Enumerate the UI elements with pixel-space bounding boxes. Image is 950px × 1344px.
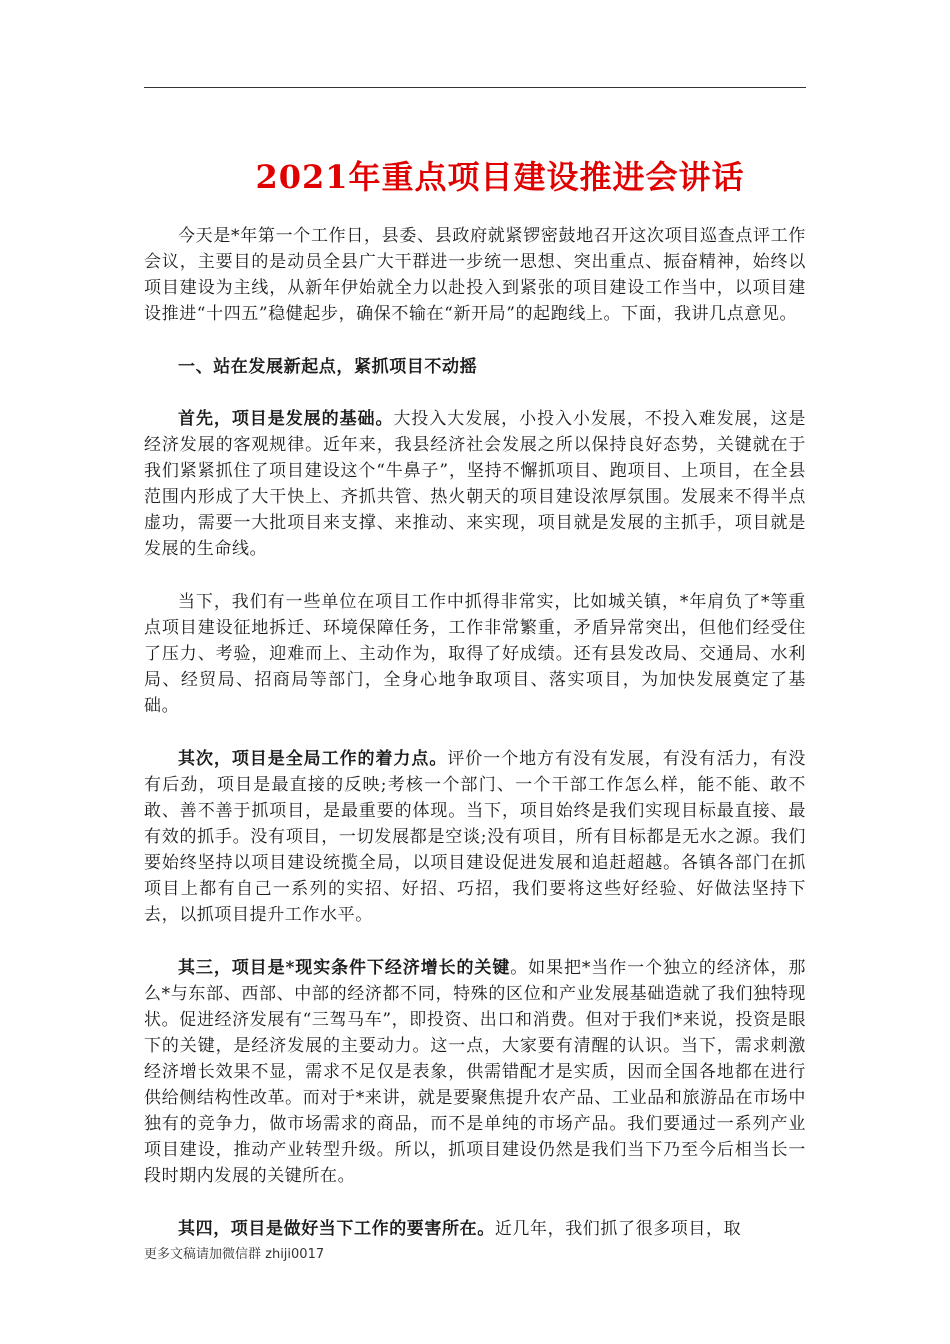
document-title: 2021年重点项目建设推进会讲话 [255,158,745,196]
header-rule [144,87,806,88]
paragraph-text: 评价一个地方有没有发展，有没有活力，有没有后劲，项目是最直接的反映;考核一个部门、一个干部工作怎么样，能不能、敢不敢、善不善于抓项目，是最重要的体现。当下，项目始终是我们实现目标最直接、最有效的抓手。没有项目，一切发展都是空谈;没有项目，所有目标都是无水之源。我们要始终坚持以项目建设统揽全局，以项目建设促进发展和追赶超越。各镇各部门在抓项目上都有自己一系列的实招、好招、巧招，我们要将这些好经验、好做法坚持下去，以抓项目提升工作水平。 [144,749,807,925]
footer-note: 更多文稿请加微信群 zhiji0017 [144,1247,325,1262]
paragraph-lead: 其次，项目是全局工作的着力点。 [178,749,448,769]
document-body [144,223,806,1269]
paragraph-lead: 其三，项目是*现实条件下经济增长的关键 [178,958,511,978]
paragraph-third-point [144,955,806,1189]
paragraph-text: 近几年，我们抓了很多项目，取 [494,1219,742,1239]
paragraph-text: 当下，我们有一些单位在项目工作中抓得非常实，比如城关镇，*年肩负了*等重点项目建设征地拆迁、环境保障任务，工作非常繁重，矛盾异常突出，但他们经受住了压力、考验，迎难而上、主动作为，取得了好成绩。还有县发改局、交通局、水利局、经贸局、招商局等部门，全身心地争取项目、落实项目，为加快发展奠定了基础。 [144,592,806,716]
section-heading: 一、站在发展新起点，紧抓项目不动摇 [178,357,478,377]
paragraph-example [144,589,806,719]
paragraph-lead: 其四，项目是做好当下工作的要害所在。 [178,1219,495,1239]
paragraph-fourth-point [144,1216,806,1242]
paragraph-intro [144,223,806,327]
paragraph-text: 。如果把*当作一个独立的经济体，那么*与东部、西部、中部的经济都不同，特殊的区位和产业发展基础造就了我们独特现状。促进经济发展有“三驾马车”，即投资、出口和消费。但对于我们*来说，投资是眼下的关键，是经济发展的主要动力。这一点，大家要有清醒的认识。当下，需求刺激经济增长效果不显，需求不足仅是表象，供需错配才是实质，因而全国各地都在进行供给侧结构性改革。而对于*来讲，就是要聚焦提升农产品、工业品和旅游品在市场中独有的竞争力，做市场需求的商品，而不是单纯的市场产品。我们要通过一系列产业项目建设，推动产业转型升级。所以，抓项目建设仍然是我们当下乃至今后相当长一段时期内发展的关键所在。 [144,958,806,1186]
paragraph-text: 今天是*年第一个工作日，县委、县政府就紧锣密鼓地召开这次项目巡查点评工作会议，主要目的是动员全县广大干群进一步统一思想、突出重点、振奋精神，始终以项目建设为主线，从新年伊始就全力以赴投入到紧张的项目建设工作当中，以项目建设推进“十四五”稳健起步，确保不输在“新开局”的起跑线上。下面，我讲几点意见。 [144,226,806,324]
paragraph-text: 大投入大发展，小投入小发展，不投入难发展，这是经济发展的客观规律。近年来，我县经济社会发展之所以保持良好态势，关键就在于我们紧紧抓住了项目建设这个“牛鼻子”，坚持不懈抓项目、跑项目、上项目，在全县范围内形成了大干快上、齐抓共管、热火朝天的项目建设浓厚氛围。发展来不得半点虚功，需要一大批项目来支撑、来推动、来实现，项目就是发展的主抓手，项目就是发展的生命线。 [144,409,806,559]
paragraph-second-point [144,746,806,928]
paragraph-first-point [144,406,806,562]
paragraph-lead: 首先，项目是发展的基础。 [178,409,394,429]
